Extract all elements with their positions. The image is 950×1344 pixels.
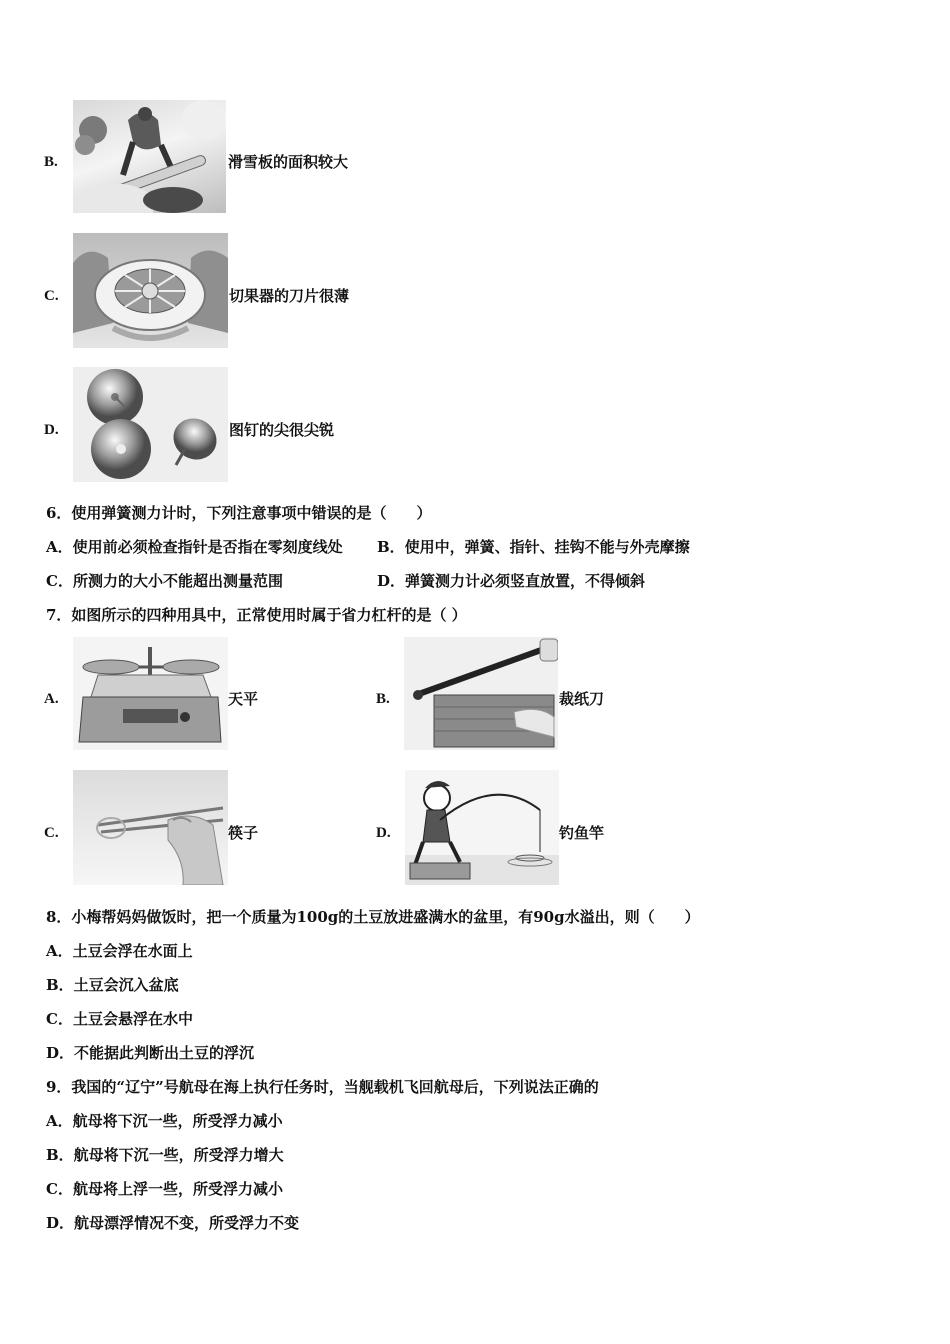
q7-option-c-letter: C.: [44, 825, 59, 841]
q5-option-c-letter: C.: [44, 288, 59, 304]
q7-option-d-text: 钓鱼竿: [559, 824, 605, 842]
q7-stem: 7．如图所示的四种用具中，正常使用时属于省力杠杆的是（ ）: [46, 606, 467, 624]
q5-option-b-text: 滑雪板的面积较大: [228, 153, 349, 171]
fruit-slicer-image: [73, 233, 228, 348]
q7-option-a-text: 天平: [228, 690, 259, 708]
q9-option-c: C．航母将上浮一些，所受浮力减小: [46, 1180, 283, 1198]
q6-stem: 6．使用弹簧测力计时，下列注意事项中错误的是（ ）: [46, 504, 432, 522]
q9-option-a: A．航母将下沉一些，所受浮力减小: [46, 1112, 283, 1130]
chopsticks-image: [73, 770, 228, 885]
q8-option-a: A．土豆会浮在水面上: [46, 942, 193, 960]
q8-option-d: D．不能据此判断出土豆的浮沉: [46, 1044, 255, 1062]
q7-option-a-letter: A.: [44, 691, 59, 707]
paper-cutter-image: [404, 637, 558, 750]
q6-option-c: C．所测力的大小不能超出测量范围: [46, 572, 283, 590]
q5-option-b-letter: B.: [44, 154, 58, 170]
q5-option-c-text: 切果器的刀片很薄: [229, 287, 350, 305]
thumbtack-image: [73, 367, 228, 482]
q7-option-b-text: 裁纸刀: [559, 690, 605, 708]
q9-option-d: D．航母漂浮情况不变，所受浮力不变: [46, 1214, 300, 1232]
q9-stem: 9．我国的“辽宁”号航母在海上执行任务时，当舰载机飞回航母后，下列说法正确的: [46, 1078, 599, 1096]
q8-option-c: C．土豆会悬浮在水中: [46, 1010, 193, 1028]
snowboard-image: [73, 100, 226, 213]
q6-option-a: A．使用前必须检查指针是否指在零刻度线处: [46, 538, 343, 556]
q6-option-b: B．使用中，弹簧、指针、挂钩不能与外壳摩擦: [377, 538, 690, 556]
fishing-rod-image: [405, 770, 559, 885]
balance-scale-image: [73, 637, 228, 750]
q6-option-d: D．弹簧测力计必须竖直放置，不得倾斜: [377, 572, 646, 590]
q9-option-b: B．航母将下沉一些，所受浮力增大: [46, 1146, 284, 1164]
q5-option-d-text: 图钉的尖很尖锐: [229, 421, 335, 439]
q5-option-d-letter: D.: [44, 422, 59, 438]
q8-option-b: B．土豆会沉入盆底: [46, 976, 179, 994]
q8-stem: 8．小梅帮妈妈做饭时，把一个质量为100g的土豆放进盛满水的盆里，有90g水溢出，则（ ）: [46, 908, 700, 926]
q7-option-b-letter: B.: [376, 691, 390, 707]
q7-option-d-letter: D.: [376, 825, 391, 841]
q7-option-c-text: 筷子: [228, 824, 259, 842]
